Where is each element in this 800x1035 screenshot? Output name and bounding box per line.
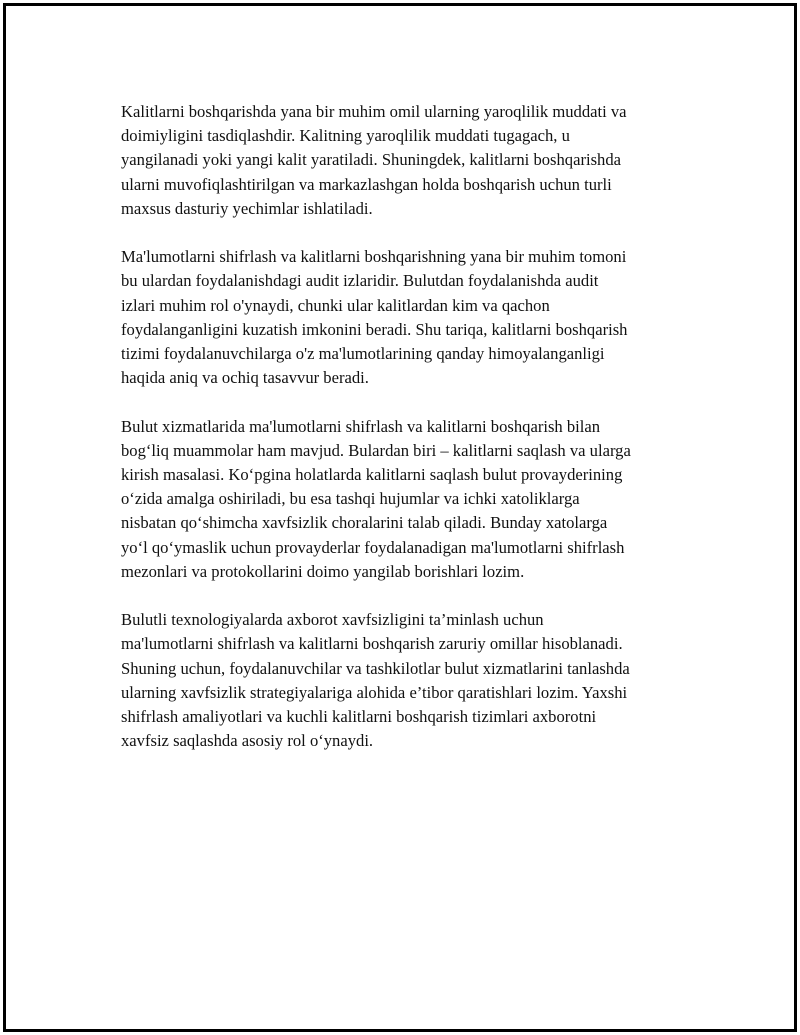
text-line: haqida aniq va ochiq tasavvur beradi. — [121, 368, 369, 388]
text-line: foydalanganligini kuzatish imkonini beradi. Shu tariqa, kalitlarni boshqarish — [121, 319, 628, 339]
text-line: doimiyligini tasdiqlashdir. Kalitning yaroqlilik muddati tugagach, u — [121, 126, 570, 146]
paragraph-4 — [121, 608, 701, 753]
paragraph-1 — [121, 100, 701, 221]
text-line: Bulut xizmatlarida ma'lumotlarni shifrlash va kalitlarni boshqarish bilan — [121, 416, 601, 436]
text-line: yangilanadi yoki yangi kalit yaratiladi. Shuningdek, kalitlarni boshqarishda — [121, 150, 622, 170]
text-line: izlari muhim rol o'ynaydi, chunki ular kalitlardan kim va qachon — [121, 295, 550, 315]
text-line: Shuning uchun, foydalanuvchilar va tashkilotlar bulut xizmatlarini tanlashda — [121, 658, 630, 678]
paragraph-3 — [121, 415, 701, 584]
text-line: tizimi foydalanuvchilarga o'z ma'lumotlarining qanday himoyalanganligi — [121, 344, 605, 364]
text-line: Bulutli texnologiyalarda axborot xavfsizligini ta’minlash uchun — [121, 610, 544, 630]
paragraph-2 — [121, 245, 701, 390]
text-line: yo‘l qo‘ymaslik uchun provayderlar foydalanadigan ma'lumotlarni shifrlash — [121, 537, 625, 557]
text-line: ularni muvofiqlashtirilgan va markazlashgan holda boshqarish uchun turli — [121, 174, 612, 194]
text-line: ularning xavfsizlik strategiyalariga alohida e’tibor qaratishlari lozim. Yaxshi — [121, 682, 628, 702]
text-line: nisbatan qo‘shimcha xavfsizlik choralarini talab qiladi. Bunday xatolarga — [121, 513, 608, 533]
text-line: bu ulardan foydalanishdagi audit izlaridir. Bulutdan foydalanishda audit — [121, 271, 599, 291]
text-line: maxsus dasturiy yechimlar ishlatiladi. — [121, 198, 373, 218]
text-line: Ma'lumotlarni shifrlash va kalitlarni boshqarishning yana bir muhim tomoni — [121, 247, 627, 267]
text-line: mezonlari va protokollarini doimo yangilab borishlari lozim. — [121, 561, 525, 581]
document-body — [121, 100, 701, 778]
text-line: bog‘liq muammolar ham mavjud. Bulardan biri – kalitlarni saqlash va ularga — [121, 440, 631, 460]
page-frame — [3, 3, 797, 1032]
text-line: xavfsiz saqlashda asosiy rol o‘ynaydi. — [121, 731, 374, 751]
text-line: o‘zida amalga oshiriladi, bu esa tashqi hujumlar va ichki xatoliklarga — [121, 489, 580, 509]
text-line: kirish masalasi. Ko‘pgina holatlarda kalitlarni saqlash bulut provayderining — [121, 465, 623, 485]
text-line: ma'lumotlarni shifrlash va kalitlarni boshqarish zaruriy omillar hisoblanadi. — [121, 634, 623, 654]
text-line: shifrlash amaliyotlari va kuchli kalitlarni boshqarish tizimlari axborotni — [121, 707, 597, 727]
text-line: Kalitlarni boshqarishda yana bir muhim omil ularning yaroqlilik muddati va — [121, 102, 627, 121]
